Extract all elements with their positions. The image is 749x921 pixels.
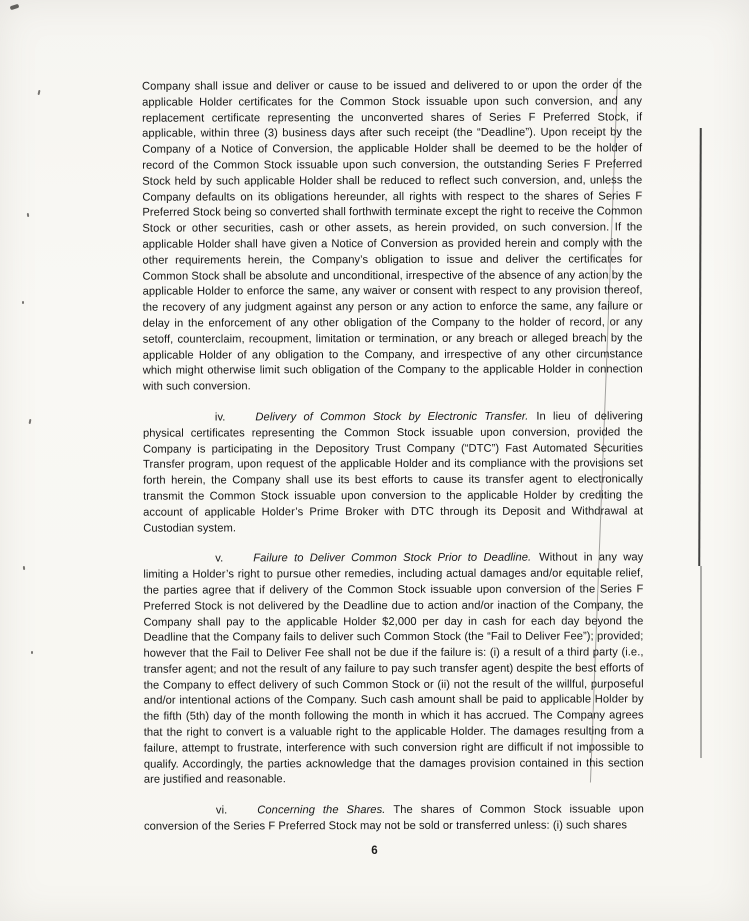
paragraph-clause-iv (143, 409, 643, 537)
scan-speckle (31, 651, 33, 654)
clause-number: iv. (214, 411, 226, 424)
scan-speckle (29, 419, 32, 424)
scan-vertical-line-artifact (698, 128, 702, 566)
paragraph-continuation (142, 78, 643, 395)
paragraph-clause-v (143, 551, 644, 789)
scan-speckle (38, 90, 41, 95)
scan-speckle (23, 566, 25, 570)
paragraph-text: Without in any way limiting a Holder’s right to pursue other remedies, including actual damages and/or equitable relief, the parties agree that if delivery of the Common Stock issuable upon conversion of the Series F Preferred Stock is not delivered by the Deadline due to action and/or inaction of the Company, the Company shall pay to the applicable Holder $2,000 per day in cash for each day beyond the Deadline that the Company fails to deliver such Common Stock (the “Fail to Deliver Fee”); provided; however that the Fail to Deliver Fee shall not be due if the failure is: (i) a result of a third party (i.e., transfer agent; and not the result of any failure to pay such transfer agent) despite the best efforts of the Company to effect delivery of such Common Stock or (ii) not the result of the willful, purposeful and/or intentional actions of the Company. Such cash amount shall be paid to applicable Holder by the fifth (5th) day of the month following the month in which it has accrued. The Company agrees that the right to convert is a valuable right to the applicable Holder. The damages resulting from a failure, attempt to frustrate, interference with such conversion right are difficult if not impossible to qualify. Accordingly, the parties acknowledge that the damages provision contained in this section are justified and reasonable. (143, 551, 644, 787)
scan-vertical-line-artifact-faint (700, 566, 702, 758)
paragraph-text: Company shall issue and deliver or cause to be issued and delivered to or upon the order of the applicable Holder certificates for the Common Stock issuable upon such conversion, and any replacement certificate representing the unconverted shares of Series F Preferred Stock, if applicable, within three (3) business days after such receipt (the “Deadline”). Upon receipt by the Company of a Notice of Conversion, the applicable Holder shall be deemed to be the holder of record of the Common Stock issuable upon such conversion, the outstanding Series F Preferred Stock held by such applicable Holder shall be reduced to reflect such conversion, and, unless the Company defaults on its obligations hereunder, all rights with respect to the shares of Series F Preferred Stock being so converted shall forthwith terminate except the right to receive the Common Stock or other securities, cash or other assets, as herein provided, on such conversion. If the applicable Holder shall have given a Notice of Conversion as provided herein and comply with the other requirements herein, the Company’s obligation to issue and deliver the certificates for Common Stock shall be absolute and unconditional, irrespective of the absence of any action by the applicable Holder to enforce the same, any waiver or consent with respect to any provision thereof, the recovery of any judgment against any person or any action to enforce the same, any failure or delay in the enforcement of any other obligation of the Company to the holder of record, or any setoff, counterclaim, recoupment, limitation or termination, or any breach or alleged breach by the applicable Holder of any obligation to the Company, and irrespective of any other circumstance which might otherwise limit such obligation of the Company to the applicable Holder in connection with such conversion. (142, 79, 643, 393)
clause-number: vi. (215, 804, 228, 817)
document-text (142, 78, 644, 835)
scan-speckle (22, 301, 24, 304)
paragraph-text: In lieu of delivering physical certificates representing the Common Stock issuable upon conversion, provided the Company is participating in the Depository Trust Company (“DTC”) Fast Automated Securities Transfer program, upon request of the applicable Holder and its compliance with the provisions set forth herein, the Company shall use its best efforts to cause its transfer agent to electronically transmit the Common Stock issuable upon conversion to the applicable Holder by crediting the account of applicable Holder’s Prime Broker with DTC through its Deposit and Withdrawal at Custodian system. (142, 410, 644, 535)
scan-corner-artifact (10, 4, 20, 11)
paragraph-clause-vi (144, 803, 644, 836)
clause-title: Concerning the Shares. (257, 804, 386, 817)
scan-speckle (27, 213, 30, 217)
clause-title: Delivery of Common Stock by Electronic Transfer. (255, 410, 529, 424)
paragraph-text: The shares of Common Stock issuable upon conversion of the Series F Preferred Stock may not be sold or transferred unless: (i) such shares (143, 803, 644, 833)
page-number: 6 (371, 845, 378, 857)
clause-number: v. (215, 552, 224, 565)
clause-title: Failure to Deliver Common Stock Prior to Deadline. (253, 551, 532, 565)
